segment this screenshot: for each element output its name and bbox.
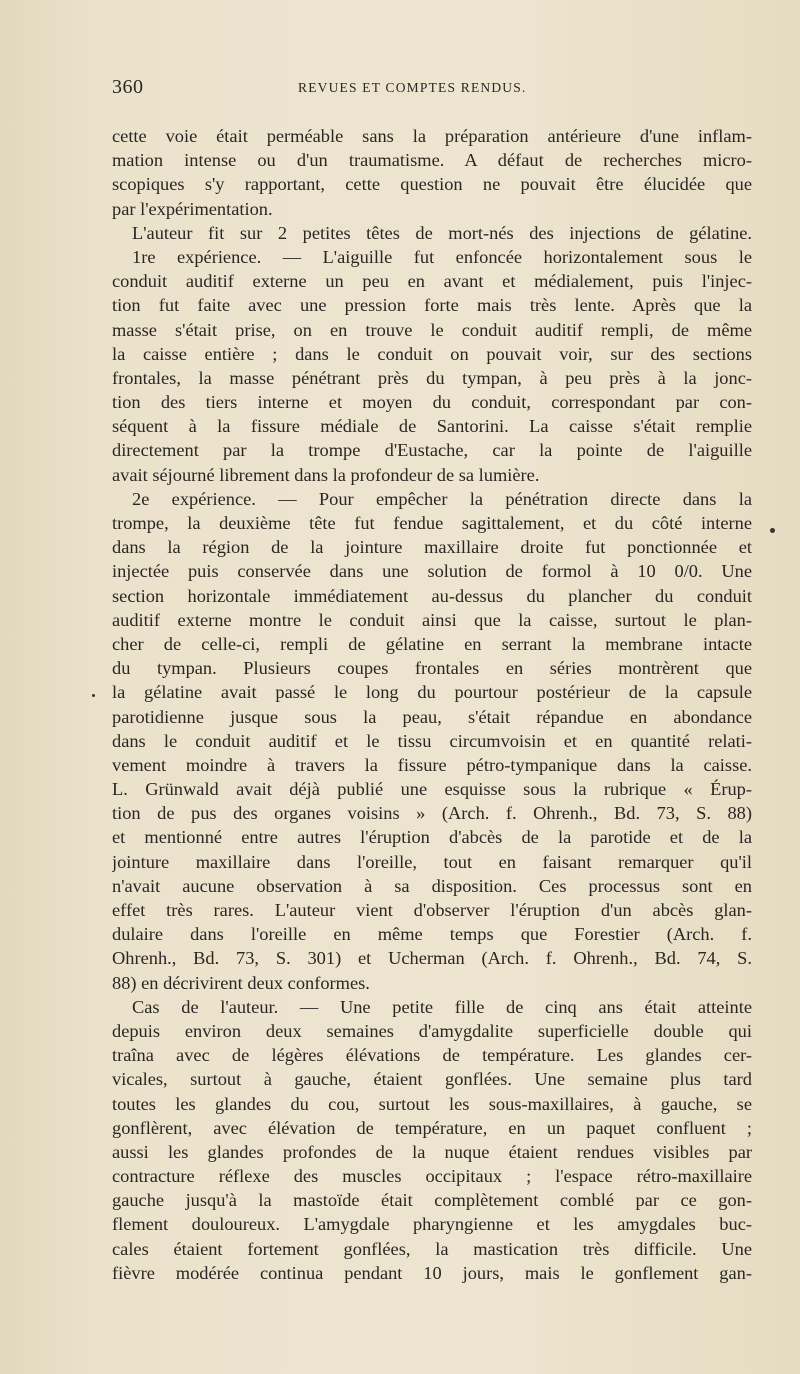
text-line: Cas de l'auteur. — Une petite fille de cinq ans était atteinte [132,996,752,1017]
text-line: trompe, la deuxième tête fut fendue sagittalement, et du côté interne [112,513,752,533]
text-line: masse s'était prise, on en trouve le conduit auditif rempli, de même [112,319,752,340]
text-line: parotidienne jusque sous la peau, s'était répandue en abondance [112,706,752,727]
text-line: gauche jusqu'à la mastoïde était complètement comblé par ce gon- [112,1190,752,1211]
text-line: tion des tiers interne et moyen du conduit, correspondant par con- [112,392,752,413]
text-line: la caisse entière ; dans le conduit on pouvait voir, sur des sections [112,343,752,364]
text-line: depuis environ deux semaines d'amygdalite superficielle double qui [112,1020,752,1041]
text-line: injectée puis conservée dans une solution de formol à 10 0/0. Une [112,561,752,582]
text-line: la gélatine avait passé le long du pourtour postérieur de la capsule [112,682,752,703]
text-line: n'avait aucune observation à sa disposition. Ces processus sont en [112,875,752,896]
text-line: dulaire dans l'oreille en même temps que Forestier (Arch. f. [112,924,752,945]
ink-speck [92,694,95,697]
text-line: par l'expérimentation. [112,198,273,219]
text-line: frontales, la masse pénétrant près du tympan, à peu près à la jonc- [112,367,752,388]
text-line: traîna avec de légères élévations de température. Les glandes cer- [112,1045,752,1066]
text-line: tion de pus des organes voisins » (Arch. f. Ohrenh., Bd. 73, S. 88) [112,803,752,824]
text-line: tion fut faite avec une pression forte mais très lente. Après que la [112,295,752,316]
page-header [112,76,752,106]
text-line: section horizontale immédiatement au-dessus du plancher du conduit [112,585,752,606]
text-line: mation intense ou d'un traumatisme. A défaut de recherches micro- [112,150,752,171]
text-line: gonflèrent, avec élévation de température, en un paquet confluent ; [112,1117,752,1138]
text-line: dans le conduit auditif et le tissu circumvoisin et en quantité relati- [112,730,752,751]
text-line: conduit auditif externe un peu en avant et médialement, puis l'injec- [112,271,752,292]
text-line: 1re expérience. — L'aiguille fut enfoncée horizontalement sous le [132,246,752,267]
text-line: jointure maxillaire dans l'oreille, tout en faisant remarquer qu'il [112,851,752,872]
ink-speck [770,528,775,533]
text-line: séquent à la fissure médiale de Santorini. La caisse s'était remplie [112,416,752,437]
text-line: L. Grünwald avait déjà publié une esquisse sous la rubrique « Érup- [112,779,752,800]
text-line: avait séjourné librement dans la profondeur de sa lumière. [112,464,540,485]
text-line: Ohrenh., Bd. 73, S. 301) et Ucherman (Arch. f. Ohrenh., Bd. 74, S. [112,948,752,969]
text-line: effet très rares. L'auteur vient d'observer l'éruption d'un abcès glan- [112,900,752,920]
text-line: auditif externe montre le conduit ainsi que la caisse, surtout le plan- [112,609,752,630]
text-line: aussi les glandes profondes de la nuque étaient rendues visibles par [112,1141,752,1162]
text-line: du tympan. Plusieurs coupes frontales en séries montrèrent que [112,658,752,679]
body-text [112,124,752,1285]
text-line: 88) en décrivirent deux conformes. [112,972,370,993]
text-line: vicales, surtout à gauche, étaient gonflées. Une semaine plus tard [112,1069,752,1090]
text-line: directement par la trompe d'Eustache, car la pointe de l'aiguille [112,440,752,461]
text-line: cales étaient fortement gonflées, la mastication très difficile. Une [112,1238,752,1259]
text-line: L'auteur fit sur 2 petites têtes de mort-nés des injections de gélatine. [132,222,752,243]
text-line: 2e expérience. — Pour empêcher la pénétration directe dans la [132,488,752,509]
text-line: scopiques s'y rapportant, cette question ne pouvait être élucidée que [112,174,752,195]
text-line: dans la région de la jointure maxillaire droite fut ponctionnée et [112,537,752,558]
text-line: fièvre modérée continua pendant 10 jours, mais le gonflement gan- [112,1262,752,1283]
text-line: vement moindre à travers la fissure pétro-tympanique dans la caisse. [112,754,752,775]
text-line: flement douloureux. L'amygdale pharyngienne et les amygdales buc- [112,1214,752,1235]
text-line: et mentionné entre autres l'éruption d'abcès de la parotide et de la [112,827,752,848]
page-number: 360 [112,76,144,98]
running-head: REVUES ET COMPTES RENDUS. [298,80,527,95]
text-line: cher de celle-ci, rempli de gélatine en serrant la membrane intacte [112,633,752,654]
text-line: toutes les glandes du cou, surtout les sous-maxillaires, à gauche, se [112,1093,752,1114]
text-line: contracture réflexe des muscles occipitaux ; l'espace rétro-maxillaire [112,1166,752,1187]
text-line: cette voie était perméable sans la préparation antérieure d'une inflam- [112,126,752,146]
